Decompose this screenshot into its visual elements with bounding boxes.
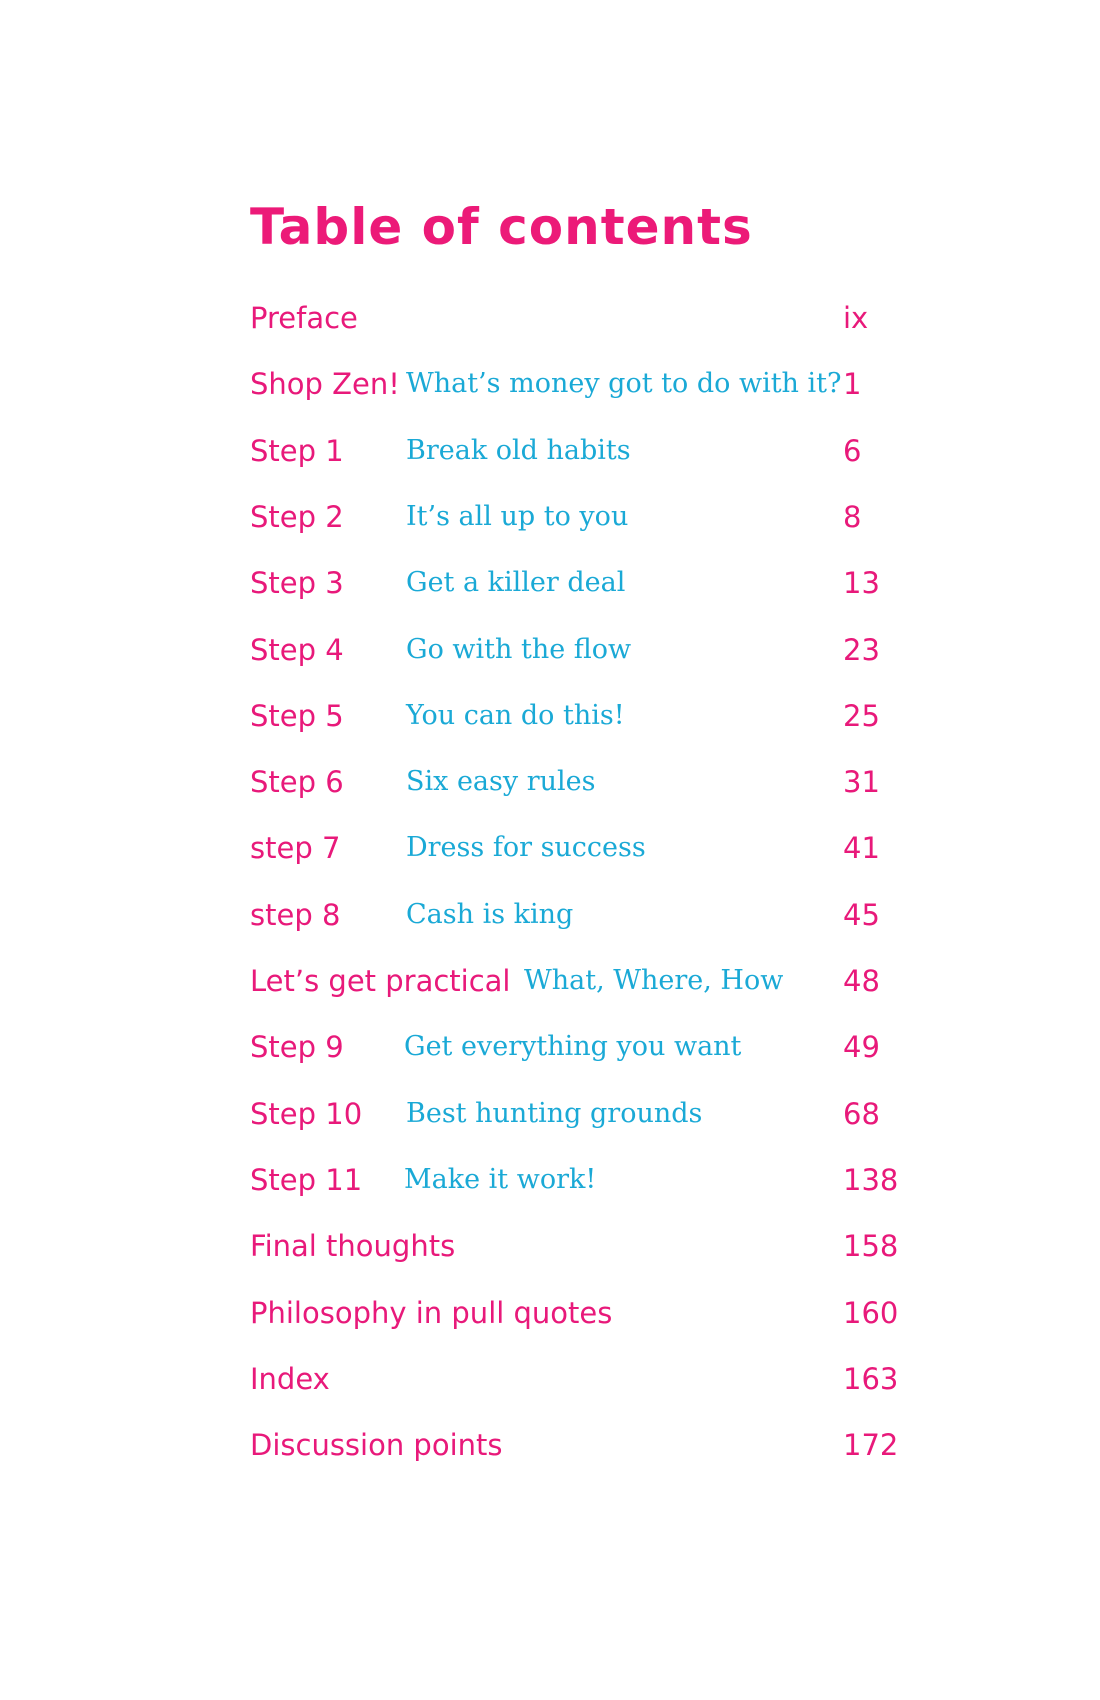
toc-entry-subtitle: Six easy rules [406, 766, 596, 798]
toc-entry-subtitle: Break old habits [406, 434, 631, 466]
toc-entry-page: 13 [843, 566, 880, 601]
toc-entry [0, 293, 1100, 343]
toc-entry [0, 1221, 1100, 1271]
toc-entry-subtitle: Best hunting grounds [406, 1097, 703, 1129]
toc-entry [0, 691, 1100, 741]
toc-entry-label: Step 9 [250, 1030, 344, 1065]
toc-entry-subtitle: Cash is king [406, 898, 574, 930]
toc-entry [0, 1288, 1100, 1338]
toc-entry-page: 158 [843, 1229, 899, 1264]
toc-entry-label: Step 3 [250, 566, 344, 601]
toc-entry [0, 823, 1100, 873]
toc-entry-label: Final thoughts [250, 1229, 456, 1264]
toc-entry-label: Discussion points [250, 1428, 503, 1463]
toc-entry-subtitle: It’s all up to you [406, 500, 629, 532]
toc-entry-page: 25 [843, 698, 880, 733]
toc-entry-label: Index [250, 1361, 330, 1396]
toc-entry-label: Step 11 [250, 1162, 363, 1197]
toc-entry-subtitle: What, Where, How [524, 965, 784, 996]
toc-entry-page: 45 [843, 897, 880, 932]
toc-entry-label: Step 1 [250, 433, 344, 468]
toc-entry-label: Let’s get practical [250, 964, 511, 998]
toc-entry-label: Preface [250, 301, 358, 335]
toc-entry-page: 23 [843, 632, 880, 667]
toc-entry-label: Step 5 [250, 698, 344, 733]
toc-entry-label: step 7 [250, 831, 341, 866]
toc-entry-page: 172 [843, 1428, 899, 1463]
toc-entry [0, 1420, 1100, 1470]
toc-entry [0, 890, 1100, 940]
toc-entry-label: step 8 [250, 897, 341, 932]
toc-entry-page: 31 [843, 765, 880, 800]
toc-entry-page: 49 [843, 1030, 880, 1065]
toc-entry-page: 6 [843, 433, 862, 468]
toc-entry-subtitle: What’s money got to do with it? [406, 368, 842, 400]
toc-entry-page: 160 [843, 1295, 899, 1330]
toc-entry [0, 1089, 1100, 1139]
toc-entry-label: Step 10 [250, 1096, 363, 1131]
toc-entry-subtitle: Get everything you want [404, 1031, 742, 1063]
toc-entry-label: Step 6 [250, 765, 344, 800]
toc-entry-label: Shop Zen! [250, 367, 400, 402]
toc-entry-label: Philosophy in pull quotes [250, 1295, 613, 1330]
toc-entry-page: 68 [843, 1096, 880, 1131]
toc-entry-page: 41 [843, 831, 880, 866]
toc-entry-subtitle: Make it work! [404, 1163, 597, 1195]
toc-entry-subtitle: Go with the flow [406, 633, 632, 665]
toc-entry [0, 625, 1100, 675]
toc-entry-subtitle: Dress for success [406, 832, 646, 864]
toc-entry [0, 492, 1100, 542]
toc-entry-page: 48 [843, 964, 880, 998]
page-title: Table of contents [250, 198, 753, 256]
toc-entry [0, 1155, 1100, 1205]
toc-entry-subtitle: You can do this! [406, 699, 625, 731]
toc-entry [0, 558, 1100, 608]
toc-entry [0, 359, 1100, 409]
toc-entry [0, 426, 1100, 476]
toc-entry-page: 8 [843, 499, 862, 534]
toc-entry-page: ix [843, 301, 869, 335]
toc-entry-subtitle: Get a killer deal [406, 567, 626, 599]
toc-entry-page: 163 [843, 1361, 899, 1396]
toc-entry [0, 1022, 1100, 1072]
toc-entry [0, 956, 1100, 1006]
toc-entry [0, 757, 1100, 807]
toc-entry-label: Step 2 [250, 499, 344, 534]
toc-entry-page: 1 [843, 367, 862, 402]
toc-entry [0, 1354, 1100, 1404]
toc-entry-page: 138 [843, 1162, 899, 1197]
toc-entry-label: Step 4 [250, 632, 344, 667]
